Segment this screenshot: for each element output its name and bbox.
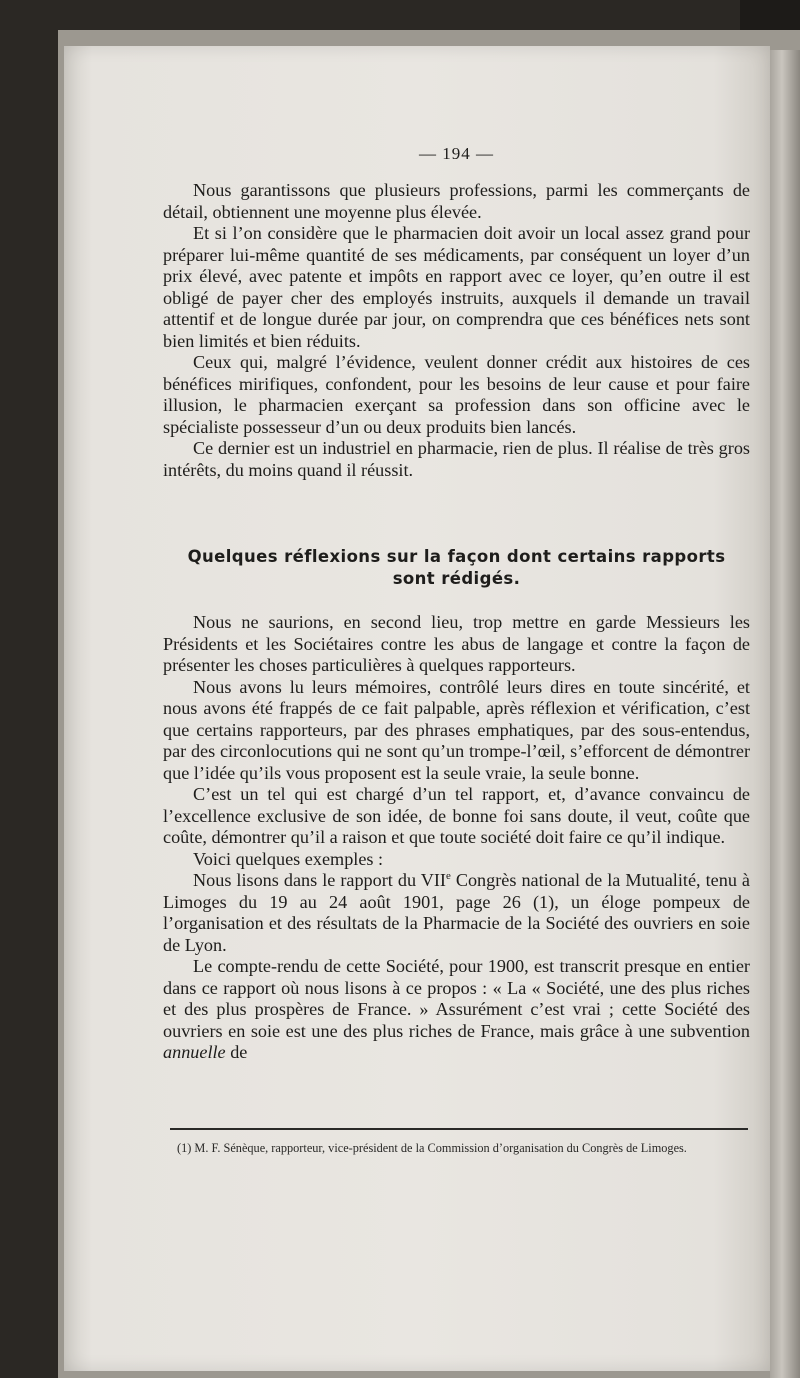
superscript-e: e bbox=[445, 869, 451, 882]
paragraph-4: Ce dernier est un industriel en pharmacie, rien de plus. Il réalise de très gros intérêts, du moins quand il réussit. bbox=[163, 438, 750, 480]
paragraph-5: Nous ne saurions, en second lieu, trop mettre en garde Messieurs les Présidents et les Sociétaires contre les abus de langage et contre la façon de présenter les choses particulières à quelques rapporteurs. bbox=[163, 612, 750, 675]
heading-line-1: Quelques réflexions sur la façon dont certains rapports bbox=[187, 547, 726, 566]
paragraph-8: Voici quelques exemples : bbox=[193, 848, 384, 869]
paragraph-9-text-a: Nous lisons dans le rapport du VII bbox=[193, 870, 446, 890]
paragraph-10-text: Le compte-rendu de cette Société, pour 1900, est transcrit presque en entier dans ce rapport où nous lisons à ce propos : « La « Société, une des plus riches et des plus prospères de France. » Assurément c’est vrai ; cette Société des ouvriers en soie est une des plus riches de France, mais grâce à une subvention bbox=[163, 956, 750, 1041]
footnote: (1) M. F. Sénèque, rapporteur, vice-président de la Commission d’organisation du Congrès de Limoges. bbox=[177, 1141, 687, 1155]
heading-line-2: sont rédigés. bbox=[392, 569, 521, 588]
page-right-edge bbox=[770, 50, 800, 1378]
section-heading bbox=[163, 546, 750, 590]
paragraph-10 bbox=[163, 956, 750, 1064]
paragraph-10-end: de bbox=[225, 1042, 248, 1062]
paragraph-7: C’est un tel qui est chargé d’un tel rapport, et, d’avance convaincu de l’excellence exclusive de son idée, de bonne foi sans doute, il veut, coûte que coûte, démontrer qu’il a raison et que toute société doit faire ce qu’il indique. bbox=[163, 784, 750, 847]
paragraph-3: Ceux qui, malgré l’évidence, veulent donner crédit aux histoires de ces bénéfices mirifiques, confondent, pour les besoins de leur cause et pour faire illusion, le pharmacien exerçant sa profession dans son officine avec le spécialiste possesseur d’un ou deux produits bien lancés. bbox=[163, 352, 750, 437]
footnote-rule bbox=[170, 1128, 748, 1130]
page-number: — 194 — bbox=[419, 144, 494, 163]
section-1 bbox=[163, 180, 750, 481]
paragraph-10-italic: annuelle bbox=[163, 1042, 226, 1062]
paragraph-1: Nous garantissons que plusieurs professions, parmi les commerçants de détail, obtiennent une moyenne plus élevée. bbox=[163, 180, 750, 222]
paragraph-9-text-b: Congrès national de la Mutualité, tenu à Limoges du 19 au 24 août 1901, page 26 (1), un éloge pompeux de l’organisation et des résultats de la Pharmacie de la Société des ouvriers en soie de Lyon. bbox=[163, 870, 750, 955]
paragraph-9 bbox=[163, 870, 750, 956]
paragraph-6: Nous avons lu leurs mémoires, contrôlé leurs dires en toute sincérité, et nous avons été frappés de ce fait palpable, après réflexion et vérification, c’est que certains rapporteurs, par des phrases emphatiques, par des sous-entendus, par des circonlocutions qui ne sont qu’un trompe-l’œil, s’efforcent de démontrer que l’idée qu’ils vous proposent est la seule vraie, la seule bonne. bbox=[163, 676, 750, 783]
section-2 bbox=[163, 612, 750, 1064]
paragraph-2: Et si l’on considère que le pharmacien doit avoir un local assez grand pour préparer lui-même quantité de ses médicaments, par conséquent un loyer d’un prix élevé, avec patente et impôts en rapport avec ce loyer, qu’en outre il est obligé de payer cher des employés instruits, auxquels il demande un travail attentif et de longue durée par jour, on comprendra que ces bénéfices nets sont bien limités et bien réduits. bbox=[163, 223, 750, 351]
